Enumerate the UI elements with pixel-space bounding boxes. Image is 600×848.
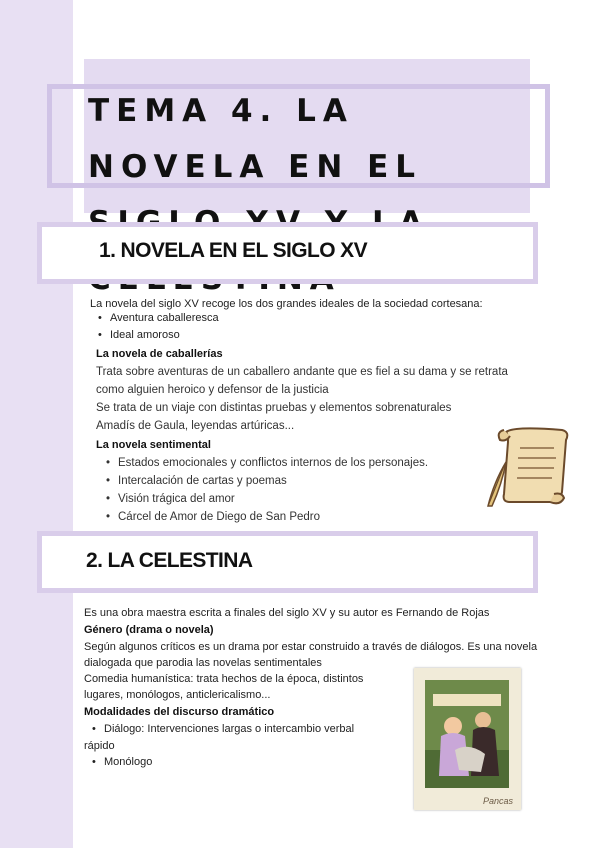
book-illustration <box>425 680 509 788</box>
caballerias-heading: La novela de caballerías <box>96 348 223 360</box>
genero-line: lugares, monólogos, anticlericalismo... <box>84 689 271 701</box>
genero-line: Según algunos críticos es un drama por estar construido a través de diálogos. Es una novela <box>84 641 538 653</box>
modalidad-item: • Monólogo <box>104 756 152 768</box>
modalidad-item: • Diálogo: Intervenciones largas o intercambio verbal <box>104 723 354 735</box>
genero-line: Comedia humanística: trata hechos de la época, distintos <box>84 673 364 685</box>
section-1-intro: La novela del siglo XV recoge los dos grandes ideales de la sociedad cortesana: <box>90 298 483 310</box>
genero-heading: Género (drama o novela) <box>84 624 214 636</box>
sentimental-heading: La novela sentimental <box>96 439 211 451</box>
scroll-quill-icon <box>484 422 574 508</box>
caballerias-line: Trata sobre aventuras de un caballero andante que es fiel a su dama y se retrata <box>96 366 508 378</box>
genero-line: dialogada que parodia las novelas sentimentales <box>84 657 322 669</box>
celestina-book-cover <box>414 668 521 810</box>
title-line-1: TEMA 4. LA NOVELA EN EL <box>88 93 423 185</box>
sentimental-item: • Estados emocionales y conflictos internos de los personajes. <box>118 457 428 469</box>
celestina-intro: Es una obra maestra escrita a finales del siglo XV y su autor es Fernando de Rojas <box>84 607 490 619</box>
caballerias-line: Amadís de Gaula, leyendas artúricas... <box>96 420 295 432</box>
caballerias-line: como alguien heroico y defensor de la justicia <box>96 384 329 396</box>
sentimental-item: • Cárcel de Amor de Diego de San Pedro <box>118 511 320 523</box>
ideal-item: • Ideal amoroso <box>110 329 180 341</box>
sentimental-item: • Visión trágica del amor <box>118 493 235 505</box>
modalidad-continuation: rápido <box>84 740 115 752</box>
caballerias-line: Se trata de un viaje con distintas pruebas y elementos sobrenaturales <box>96 402 452 414</box>
modalidades-heading: Modalidades del discurso dramático <box>84 706 275 718</box>
ideal-item: • Aventura caballeresca <box>110 312 219 324</box>
section-1-heading: 1. NOVELA EN EL SIGLO XV <box>99 239 367 262</box>
signature: Pancas <box>482 796 513 806</box>
sentimental-item: • Intercalación de cartas y poemas <box>118 475 287 487</box>
section-2-heading: 2. LA CELESTINA <box>86 549 253 572</box>
